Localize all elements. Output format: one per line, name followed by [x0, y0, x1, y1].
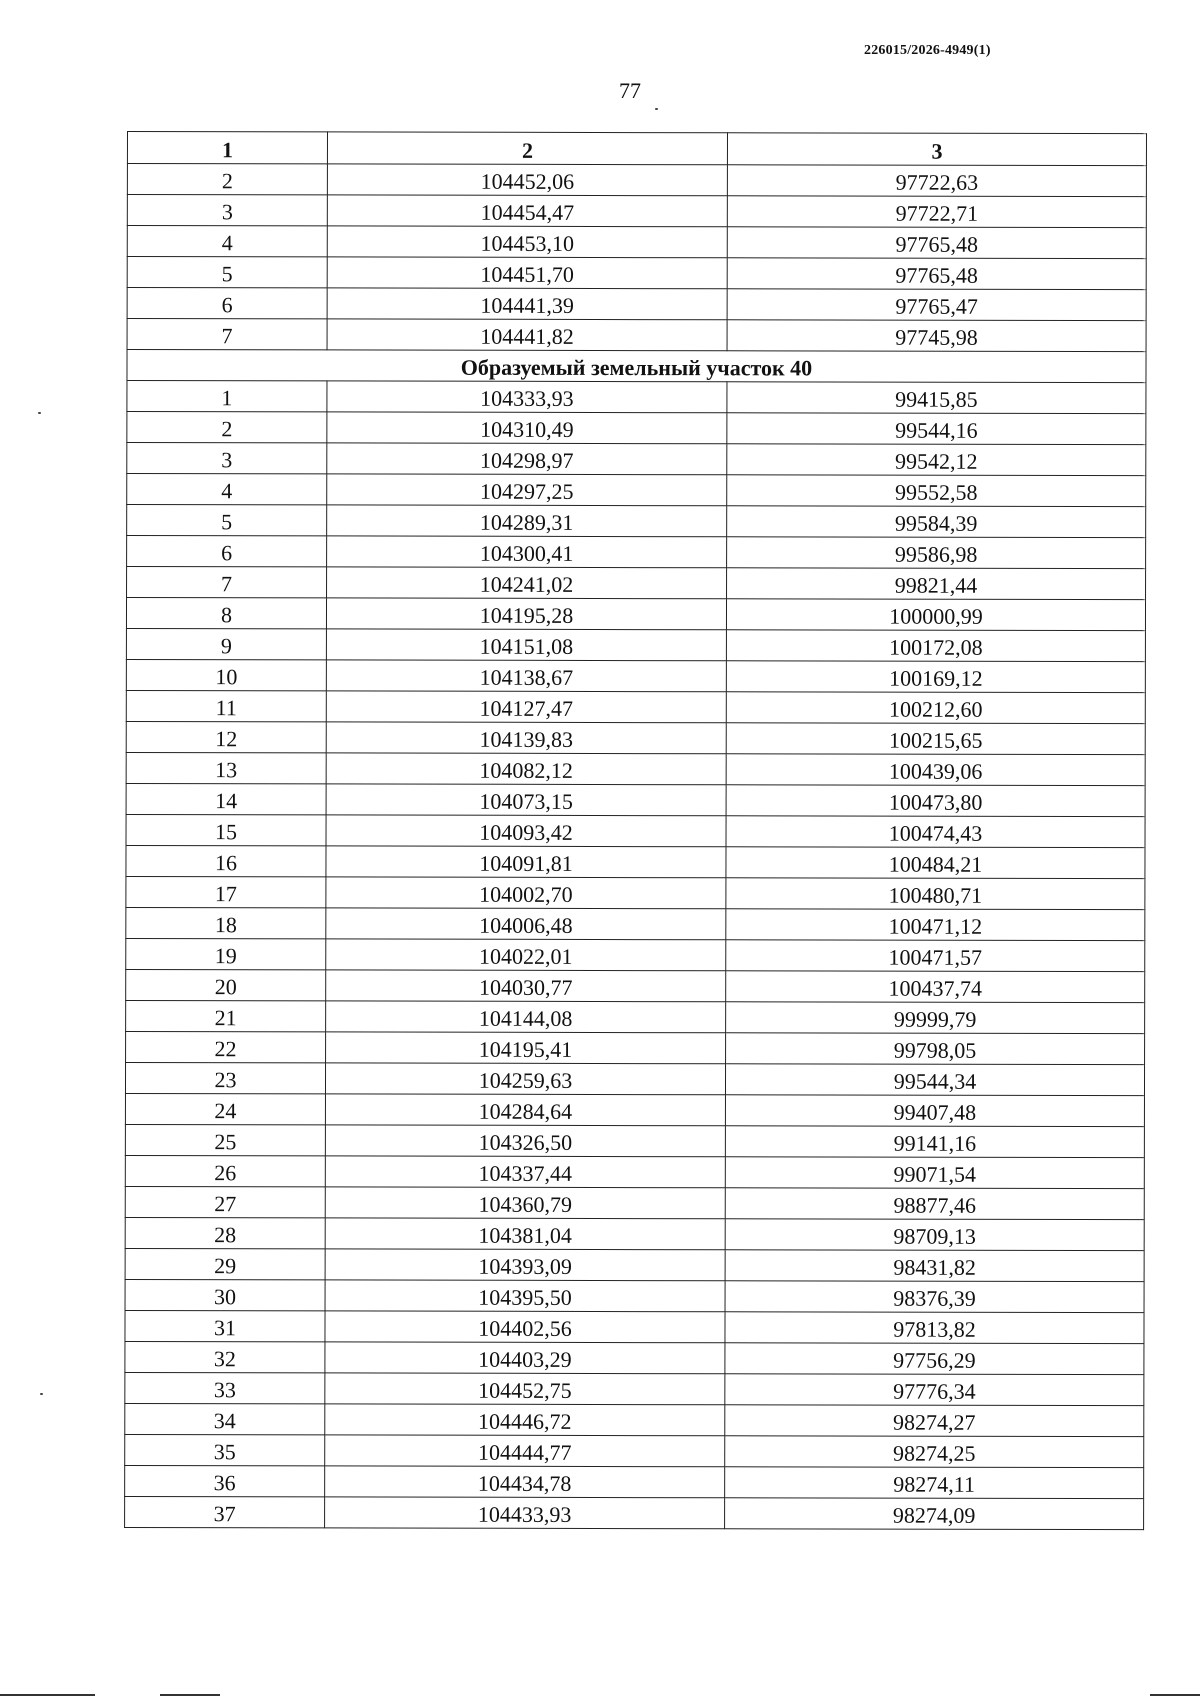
table-row: [125, 1093, 1144, 1126]
table-row: [127, 226, 1146, 259]
coordinates-table-body: [125, 132, 1147, 1530]
x-coordinate-cell: 104144,08: [326, 1001, 726, 1033]
x-coordinate-cell: 104300,41: [327, 536, 727, 568]
table-row: [126, 1000, 1145, 1033]
point-number-cell: 14: [126, 783, 326, 814]
table-row: [125, 1496, 1144, 1529]
point-number-cell: 32: [125, 1341, 325, 1372]
point-number-cell: 4: [127, 474, 327, 505]
scan-edge-line: [160, 1694, 220, 1696]
point-number-cell: 8: [126, 598, 326, 629]
x-coordinate-cell: 104093,42: [326, 815, 726, 847]
point-number-cell: 12: [126, 721, 326, 752]
y-coordinate-cell: 100484,21: [726, 847, 1145, 879]
point-number-cell: 22: [126, 1031, 326, 1062]
x-coordinate-cell: 104452,06: [327, 164, 727, 196]
point-number-cell: 37: [125, 1496, 325, 1527]
y-coordinate-cell: 99798,05: [726, 1033, 1145, 1065]
y-coordinate-cell: 99544,16: [727, 413, 1146, 445]
table-row: [126, 814, 1145, 847]
x-coordinate-cell: 104360,79: [325, 1187, 725, 1219]
table-row: [126, 659, 1145, 692]
point-number-cell: 5: [127, 257, 327, 288]
point-number-cell: 13: [126, 752, 326, 783]
table-header-row: [127, 132, 1146, 166]
y-coordinate-cell: 97722,63: [727, 165, 1146, 197]
y-coordinate-cell: 97722,71: [727, 196, 1146, 228]
table-row: [125, 1465, 1144, 1498]
point-number-cell: 7: [127, 567, 327, 598]
table-row: [126, 783, 1145, 816]
x-coordinate-cell: 104433,93: [325, 1497, 725, 1529]
point-number-cell: 2: [127, 412, 327, 443]
x-coordinate-cell: 104441,82: [327, 319, 727, 351]
y-coordinate-cell: 99407,48: [725, 1095, 1144, 1127]
table-row: [126, 845, 1145, 878]
x-coordinate-cell: 104298,97: [327, 443, 727, 475]
x-coordinate-cell: 104446,72: [325, 1404, 725, 1436]
x-coordinate-cell: 104139,83: [326, 722, 726, 754]
y-coordinate-cell: 100480,71: [726, 878, 1145, 910]
x-coordinate-cell: 104284,64: [325, 1094, 725, 1126]
y-coordinate-cell: 100215,65: [726, 723, 1145, 755]
x-coordinate-cell: 104393,09: [325, 1249, 725, 1281]
point-number-cell: 21: [126, 1000, 326, 1031]
table-row: [126, 690, 1145, 723]
point-number-cell: 27: [125, 1186, 325, 1217]
y-coordinate-cell: 100000,99: [726, 599, 1145, 631]
y-coordinate-cell: 97765,48: [727, 258, 1146, 290]
point-number-cell: 23: [125, 1062, 325, 1093]
x-coordinate-cell: 104444,77: [325, 1435, 725, 1467]
table-row: [126, 969, 1145, 1002]
y-coordinate-cell: 100172,08: [726, 630, 1145, 662]
table-row: [125, 1279, 1144, 1312]
point-number-cell: 9: [126, 628, 326, 659]
point-number-cell: 5: [127, 505, 327, 536]
x-coordinate-cell: 104006,48: [326, 908, 726, 940]
x-coordinate-cell: 104381,04: [325, 1218, 725, 1250]
point-number-cell: 4: [127, 226, 327, 257]
x-coordinate-cell: 104434,78: [325, 1466, 725, 1498]
x-coordinate-cell: 104402,56: [325, 1311, 725, 1343]
y-coordinate-cell: 99071,54: [725, 1157, 1144, 1189]
x-coordinate-cell: 104451,70: [327, 257, 727, 289]
point-number-cell: 29: [125, 1248, 325, 1279]
table-row: [125, 1155, 1144, 1188]
y-coordinate-cell: 97776,34: [725, 1374, 1144, 1406]
table-row: [127, 567, 1146, 600]
x-coordinate-cell: 104073,15: [326, 784, 726, 816]
table-row: [125, 1403, 1144, 1436]
point-number-cell: 33: [125, 1372, 325, 1403]
y-coordinate-cell: 97813,82: [725, 1312, 1144, 1344]
y-coordinate-cell: 100439,06: [726, 754, 1145, 786]
y-coordinate-cell: 100212,60: [726, 692, 1145, 724]
y-coordinate-cell: 97765,47: [727, 289, 1146, 321]
scan-speck: [40, 1393, 43, 1395]
table-row: [127, 288, 1146, 321]
y-coordinate-cell: 98274,25: [725, 1436, 1144, 1468]
table-row: [126, 938, 1145, 971]
x-coordinate-cell: 104337,44: [325, 1156, 725, 1188]
table-row: [126, 876, 1145, 909]
point-number-cell: 25: [125, 1124, 325, 1155]
point-number-cell: 10: [126, 659, 326, 690]
x-coordinate-cell: 104259,63: [325, 1063, 725, 1095]
point-number-cell: 35: [125, 1434, 325, 1465]
y-coordinate-cell: 98274,11: [725, 1467, 1144, 1499]
point-number-cell: 11: [126, 690, 326, 721]
table-row: [127, 505, 1146, 538]
point-number-cell: 7: [127, 319, 327, 350]
point-number-cell: 3: [127, 195, 327, 226]
y-coordinate-cell: 98376,39: [725, 1281, 1144, 1313]
x-coordinate-cell: 104333,93: [327, 381, 727, 413]
table-row: [125, 1372, 1144, 1405]
point-number-cell: 26: [125, 1155, 325, 1186]
y-coordinate-cell: 97765,48: [727, 227, 1146, 259]
point-number-cell: 16: [126, 845, 326, 876]
y-coordinate-cell: 100473,80: [726, 785, 1145, 817]
y-coordinate-cell: 99821,44: [727, 568, 1146, 600]
x-coordinate-cell: 104091,81: [326, 846, 726, 878]
y-coordinate-cell: 99552,58: [727, 475, 1146, 507]
x-coordinate-cell: 104082,12: [326, 753, 726, 785]
table-row: [125, 1310, 1144, 1343]
section-title-row: [127, 350, 1146, 383]
table-row: [125, 1217, 1144, 1250]
point-number-cell: 1: [127, 381, 327, 412]
x-coordinate-cell: 104297,25: [327, 474, 727, 506]
y-coordinate-cell: 100471,57: [726, 940, 1145, 972]
point-number-cell: 20: [126, 969, 326, 1000]
scan-edge-line: [0, 1694, 95, 1696]
table-row: [126, 907, 1145, 940]
x-coordinate-cell: 104195,28: [326, 598, 726, 630]
table-row: [127, 164, 1146, 197]
table-row: [126, 721, 1145, 754]
x-coordinate-cell: 104127,47: [326, 691, 726, 723]
table-row: [125, 1186, 1144, 1219]
column-header-y: 3: [727, 133, 1146, 166]
table-row: [125, 1341, 1144, 1374]
x-coordinate-cell: 104395,50: [325, 1280, 725, 1312]
point-number-cell: 6: [127, 288, 327, 319]
table-row: [126, 598, 1145, 631]
x-coordinate-cell: 104326,50: [325, 1125, 725, 1157]
scan-speck: [38, 412, 41, 414]
point-number-cell: 30: [125, 1279, 325, 1310]
y-coordinate-cell: 99584,39: [727, 506, 1146, 538]
point-number-cell: 31: [125, 1310, 325, 1341]
point-number-cell: 18: [126, 907, 326, 938]
y-coordinate-cell: 98709,13: [725, 1219, 1144, 1251]
scan-edge-line: [1150, 1694, 1200, 1696]
y-coordinate-cell: 98877,46: [725, 1188, 1144, 1220]
point-number-cell: 24: [125, 1093, 325, 1124]
y-coordinate-cell: 99141,16: [725, 1126, 1144, 1158]
y-coordinate-cell: 100474,43: [726, 816, 1145, 848]
page-number: 77: [619, 78, 641, 103]
scan-speck: [655, 108, 658, 110]
x-coordinate-cell: 104289,31: [327, 505, 727, 537]
x-coordinate-cell: 104241,02: [327, 567, 727, 599]
x-coordinate-cell: 104022,01: [326, 939, 726, 971]
point-number-cell: 17: [126, 876, 326, 907]
table-row: [127, 536, 1146, 569]
table-row: [126, 752, 1145, 785]
x-coordinate-cell: 104002,70: [326, 877, 726, 909]
section-title: Образуемый земельный участок 40: [127, 350, 1146, 383]
table-row: [127, 319, 1146, 352]
point-number-cell: 34: [125, 1403, 325, 1434]
table-row: [127, 195, 1146, 228]
table-row: [126, 1031, 1145, 1064]
x-coordinate-cell: 104138,67: [326, 660, 726, 692]
y-coordinate-cell: 100471,12: [726, 909, 1145, 941]
x-coordinate-cell: 104453,10: [327, 226, 727, 258]
y-coordinate-cell: 98274,09: [725, 1498, 1144, 1530]
table-row: [127, 474, 1146, 507]
x-coordinate-cell: 104030,77: [326, 970, 726, 1002]
table-row: [127, 381, 1146, 414]
x-coordinate-cell: 104195,41: [326, 1032, 726, 1064]
y-coordinate-cell: 100437,74: [726, 971, 1145, 1003]
y-coordinate-cell: 97745,98: [727, 320, 1146, 352]
y-coordinate-cell: 98431,82: [725, 1250, 1144, 1282]
column-header-point-number: 1: [127, 132, 327, 164]
column-header-x: 2: [327, 132, 727, 165]
table-row: [127, 412, 1146, 445]
point-number-cell: 6: [127, 536, 327, 567]
x-coordinate-cell: 104441,39: [327, 288, 727, 320]
y-coordinate-cell: 99586,98: [727, 537, 1146, 569]
point-number-cell: 3: [127, 443, 327, 474]
coordinates-table: [124, 131, 1147, 1530]
table-row: [125, 1062, 1144, 1095]
table-row: [127, 257, 1146, 290]
x-coordinate-cell: 104310,49: [327, 412, 727, 444]
x-coordinate-cell: 104452,75: [325, 1373, 725, 1405]
x-coordinate-cell: 104403,29: [325, 1342, 725, 1374]
y-coordinate-cell: 97756,29: [725, 1343, 1144, 1375]
point-number-cell: 2: [127, 164, 327, 195]
document-reference-number: 226015/2026-4949(1): [864, 43, 991, 58]
table-row: [127, 443, 1146, 476]
point-number-cell: 15: [126, 814, 326, 845]
x-coordinate-cell: 104454,47: [327, 195, 727, 227]
table-row: [126, 628, 1145, 661]
table-row: [125, 1434, 1144, 1467]
x-coordinate-cell: 104151,08: [326, 629, 726, 661]
y-coordinate-cell: 98274,27: [725, 1405, 1144, 1437]
y-coordinate-cell: 100169,12: [726, 661, 1145, 693]
y-coordinate-cell: 99415,85: [727, 382, 1146, 414]
y-coordinate-cell: 99544,34: [725, 1064, 1144, 1096]
y-coordinate-cell: 99999,79: [726, 1002, 1145, 1034]
point-number-cell: 19: [126, 938, 326, 969]
y-coordinate-cell: 99542,12: [727, 444, 1146, 476]
point-number-cell: 36: [125, 1465, 325, 1496]
point-number-cell: 28: [125, 1217, 325, 1248]
table-row: [125, 1248, 1144, 1281]
table-row: [125, 1124, 1144, 1157]
